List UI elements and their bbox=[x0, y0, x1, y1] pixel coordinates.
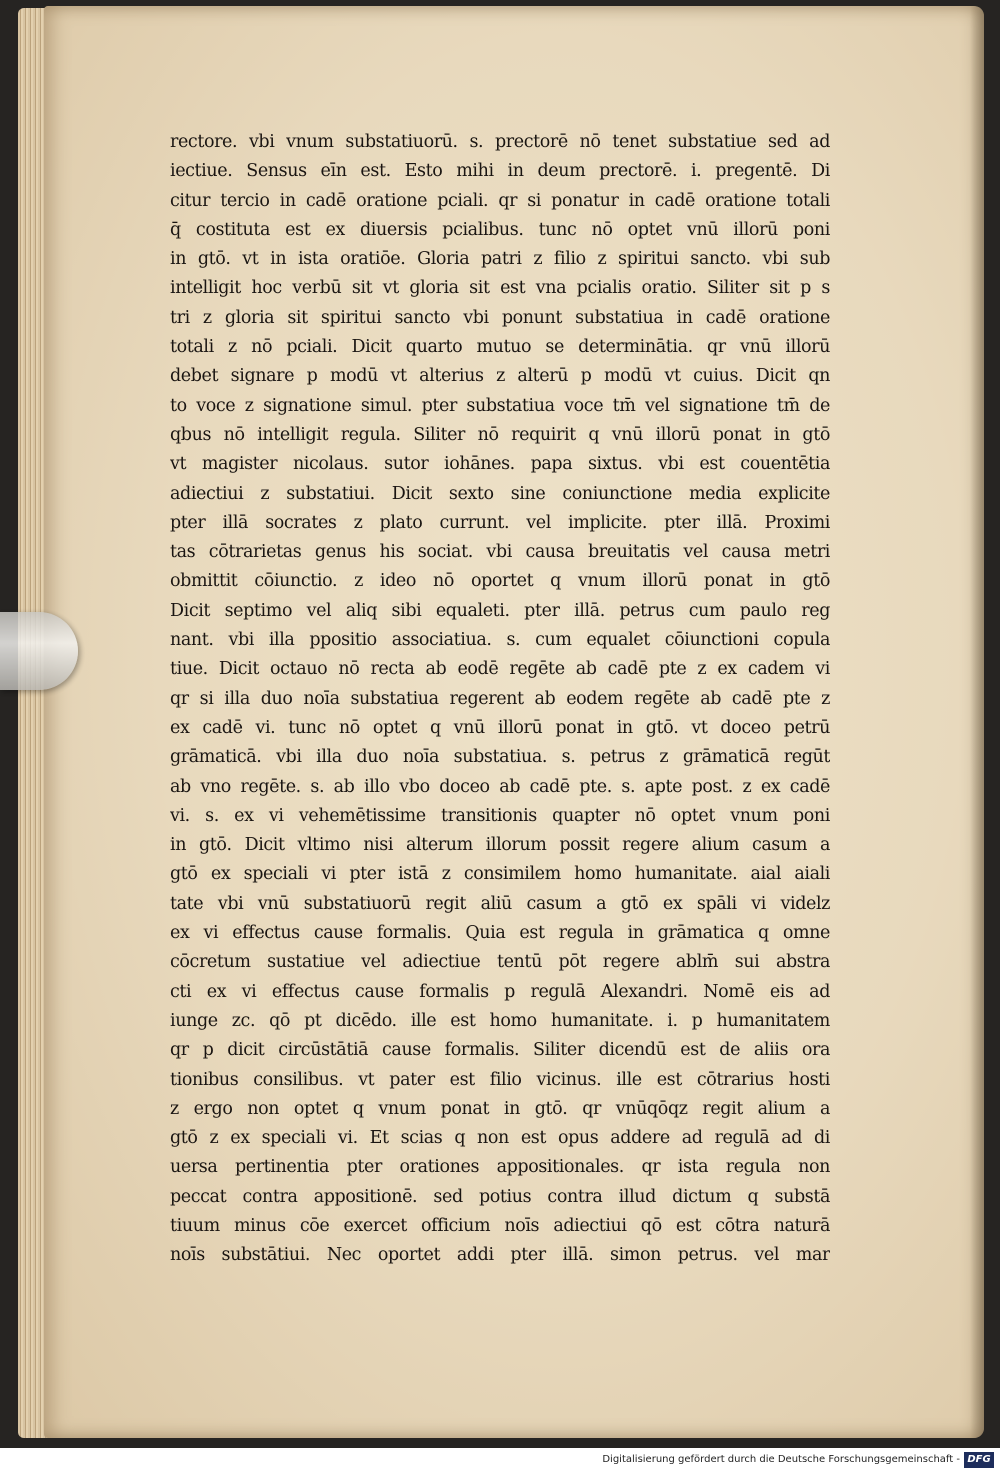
text-line: tas cōtrarietas genus his sociat. vbi causa breuitatis vel causa metri bbox=[170, 542, 830, 563]
text-line: grāmaticā. vbi illa duo noīa substatiua. s. petrus z grāmaticā regūt bbox=[170, 747, 830, 768]
text-line: in gtō. Dicit vltimo nisi alterum illorum possit regere alium casum a bbox=[170, 835, 830, 856]
text-line: in gtō. vt in ista oratiōe. Gloria patri z filio z spiritui sancto. vbi sub bbox=[170, 249, 830, 270]
text-line: qr si illa duo noīa substatiua regerent ab eodem regēte ab cadē pte z bbox=[170, 688, 830, 709]
text-line: cōcretum sustatiue vel adiectiue tentū pōt regere ablm̄ sui abstra bbox=[170, 952, 830, 973]
text-line: gtō ex speciali vi pter istā z consimilem homo humanitate. aial aiali bbox=[170, 864, 830, 885]
text-line: obmittit cōiunctio. z ideo nō oportet q vnum illorū ponat in gtō bbox=[170, 571, 830, 592]
page-edge-shadow bbox=[970, 6, 984, 1438]
text-line: uersa pertinentia pter orationes appositionales. qr ista regula non bbox=[170, 1157, 830, 1178]
footer-credit: Digitalisierung gefördert durch die Deutsche Forschungsgemeinschaft - bbox=[602, 1454, 960, 1465]
text-line: tiuum minus cōe exercet officium noīs adiectiui qō est cōtra naturā bbox=[170, 1215, 830, 1236]
text-line: totali z nō pciali. Dicit quarto mutuo se determinātia. qr vnū illorū bbox=[170, 337, 830, 358]
text-line: tri z gloria sit spiritui sancto vbi ponunt substatiua in cadē oratione bbox=[170, 307, 830, 328]
text-line: tate vbi vnū substatiuorū regit aliū casum a gtō ex spāli vi videlz bbox=[170, 893, 830, 914]
text-line: qbus nō intelligit regula. Siliter nō requirit q vnū illorū ponat in gtō bbox=[170, 424, 830, 445]
text-line: tionibus consilibus. vt pater est filio vicinus. ille est cōtrarius hosti bbox=[170, 1069, 830, 1090]
text-line: tiue. Dicit octauo nō recta ab eodē regēte ab cadē pte z ex cadem vi bbox=[170, 659, 830, 680]
text-line: nant. vbi illa ppositio associatiua. s. cum equalet cōiunctioni copula bbox=[170, 630, 830, 651]
text-line: cti ex vi effectus cause formalis p regulā Alexandri. Nomē eis ad bbox=[170, 981, 830, 1002]
text-line: q̄ costituta est ex diuersis pcialibus. tunc nō optet vnū illorū poni bbox=[170, 219, 830, 240]
page-clip bbox=[0, 612, 78, 690]
text-line: gtō z ex speciali vi. Et scias q non est opus addere ad regulā ad di bbox=[170, 1128, 830, 1149]
text-line: iectiue. Sensus eīn est. Esto mihi in deum prectorē. i. pregentē. Di bbox=[170, 161, 830, 182]
text-line: to voce z signatione simul. pter substatiua voce tm̄ vel signatione tm̄ de bbox=[170, 395, 830, 416]
dfg-logo: DFG bbox=[964, 1452, 994, 1468]
text-line: z ergo non optet q vnum ponat in gtō. qr vnūqōqz regit alium a bbox=[170, 1098, 830, 1119]
text-block bbox=[170, 128, 830, 1271]
text-line: pter illā socrates z plato currunt. vel implicite. pter illā. Proximi bbox=[170, 512, 830, 533]
text-line: citur tercio in cadē oratione pciali. qr si ponatur in cadē oratione totali bbox=[170, 190, 830, 211]
text-line: qr p dicit circūstātiā cause formalis. Siliter dicendū est de aliis ora bbox=[170, 1040, 830, 1061]
text-line: debet signare p modū vt alterius z alterū p modū vt cuius. Dicit qn bbox=[170, 366, 830, 387]
text-line: noīs substātiui. Nec oportet addi pter illā. simon petrus. vel mar bbox=[170, 1245, 830, 1266]
text-line: ab vno regēte. s. ab illo vbo doceo ab cadē pte. s. apte post. z ex cadē bbox=[170, 776, 830, 797]
text-line: rectore. vbi vnum substatiuorū. s. prectorē nō tenet substatiue sed ad bbox=[170, 132, 830, 152]
text-line: ex vi effectus cause formalis. Quia est regula in grāmatica q omne bbox=[170, 923, 830, 944]
text-line: iunge zc. qō pt dicēdo. ille est homo humanitate. i. p humanitatem bbox=[170, 1010, 830, 1031]
digitization-footer bbox=[0, 1448, 1000, 1473]
text-line: Dicit septimo vel aliq sibi equaleti. pter illā. petrus cum paulo reg bbox=[170, 600, 830, 621]
text-line: vt magister nicolaus. sutor iohānes. papa sixtus. vbi est couentētia bbox=[170, 454, 830, 475]
text-line: vi. s. ex vi vehemētissime transitionis quapter nō optet vnum poni bbox=[170, 805, 830, 826]
text-line: intelligit hoc verbū sit vt gloria sit est vna pcialis oratio. Siliter sit p s bbox=[170, 278, 830, 299]
text-line: peccat contra appositionē. sed potius contra illud dictum q substā bbox=[170, 1186, 830, 1207]
text-line: adiectiui z substatiui. Dicit sexto sine coniunctione media explicite bbox=[170, 483, 830, 504]
text-line: ex cadē vi. tunc nō optet q vnū illorū ponat in gtō. vt doceo petrū bbox=[170, 717, 830, 738]
